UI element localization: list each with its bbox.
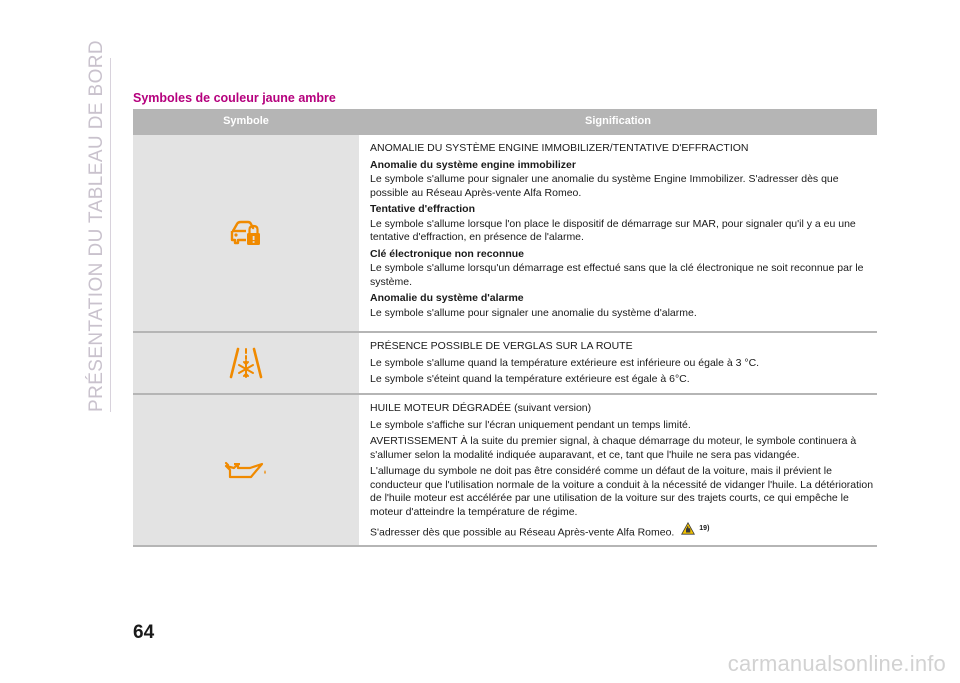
table-row <box>133 393 877 545</box>
body-text-last <box>370 522 877 540</box>
oil-can-icon <box>224 459 268 481</box>
warning-reference[interactable] <box>681 522 709 536</box>
symbol-cell <box>133 333 359 393</box>
body-text: Le symbole s'allume lorsque l'on place le dispositif de démarrage sur MAR, pour signaler qu'il y a eu une tentative d'effraction, en présence de l'alarme. <box>370 217 856 243</box>
icy-road-snowflake-icon <box>229 347 263 379</box>
table-row <box>133 133 877 331</box>
body-text: L'allumage du symbole ne doit pas être considéré comme un défaut de la voiture, mais il prévient le conducteur que l'utilisation normale de la voiture a conduit à la nécessité de vidanger l'huile. La détérioration de l'huile moteur est accélérée par une utilisation de la voiture sur des trajets courts, ce qui empêche le moteur d'atteindre la température de régime. <box>370 465 874 518</box>
section-title: Symboles de couleur jaune ambre <box>133 91 336 105</box>
car-padlock-icon <box>230 219 262 247</box>
watermark: carmanualsonline.info <box>727 651 946 676</box>
table-row <box>133 331 877 393</box>
table-bottom-rule <box>133 545 877 547</box>
subheading: Anomalie du système engine immobilizer <box>370 158 576 171</box>
side-chapter-title: PRÉSENTATION DU TABLEAU DE BORD <box>86 39 107 412</box>
body-text: AVERTISSEMENT À la suite du premier signal, à chaque démarrage du moteur, le symbole continuera à s'allumer selon la modalité indiquée auparavant, et ce, tant que l'huile ne sera pas vidangée. <box>370 435 857 461</box>
meaning-cell <box>359 135 877 331</box>
subheading: Anomalie du système d'alarme <box>370 292 524 304</box>
body-text: S'adresser dès que possible au Réseau Après-vente Alfa Romeo. <box>370 526 675 539</box>
symbol-cell <box>133 135 359 331</box>
page-number: 64 <box>133 622 155 643</box>
body-text: Le symbole s'éteint quand la température extérieure est égale à 6°C. <box>370 373 690 385</box>
body-text: Le symbole s'allume quand la température extérieure est inférieure ou égale à 3 °C. <box>370 356 760 369</box>
heading-ice: PRÉSENCE POSSIBLE DE VERGLAS SUR LA ROUTE <box>370 340 633 352</box>
body-text: Le symbole s'allume pour signaler une anomalie du système d'alarme. <box>370 306 697 319</box>
table-header <box>133 109 877 133</box>
heading-immobilizer: ANOMALIE DU SYSTÈME ENGINE IMMOBILIZER/TENTATIVE D'EFFRACTION <box>370 142 749 154</box>
subheading: Clé électronique non reconnue <box>370 247 525 260</box>
symbol-cell <box>133 395 359 545</box>
hand-warning-icon <box>681 522 695 535</box>
body-text: Le symbole s'allume lorsqu'un démarrage est effectué sans que la clé électronique ne soit reconnue par le système. <box>370 262 864 288</box>
body-text: Le symbole s'affiche sur l'écran uniquement pendant un temps limité. <box>370 418 691 431</box>
meaning-cell <box>359 395 877 545</box>
body-text: Le symbole s'allume pour signaler une anomalie du système Engine Immobilizer. S'adresser dès que possible au Réseau Après-vente Alfa Romeo. <box>370 173 839 199</box>
warning-number: 19) <box>699 525 710 532</box>
side-divider <box>110 58 111 412</box>
heading-oil: HUILE MOTEUR DÉGRADÉE (suivant version) <box>370 402 592 414</box>
symbols-table <box>133 109 877 547</box>
meaning-cell <box>359 333 877 393</box>
header-symbol: Symbole <box>223 115 269 127</box>
header-meaning: Signification <box>585 115 651 127</box>
subheading: Tentative d'effraction <box>370 203 475 215</box>
